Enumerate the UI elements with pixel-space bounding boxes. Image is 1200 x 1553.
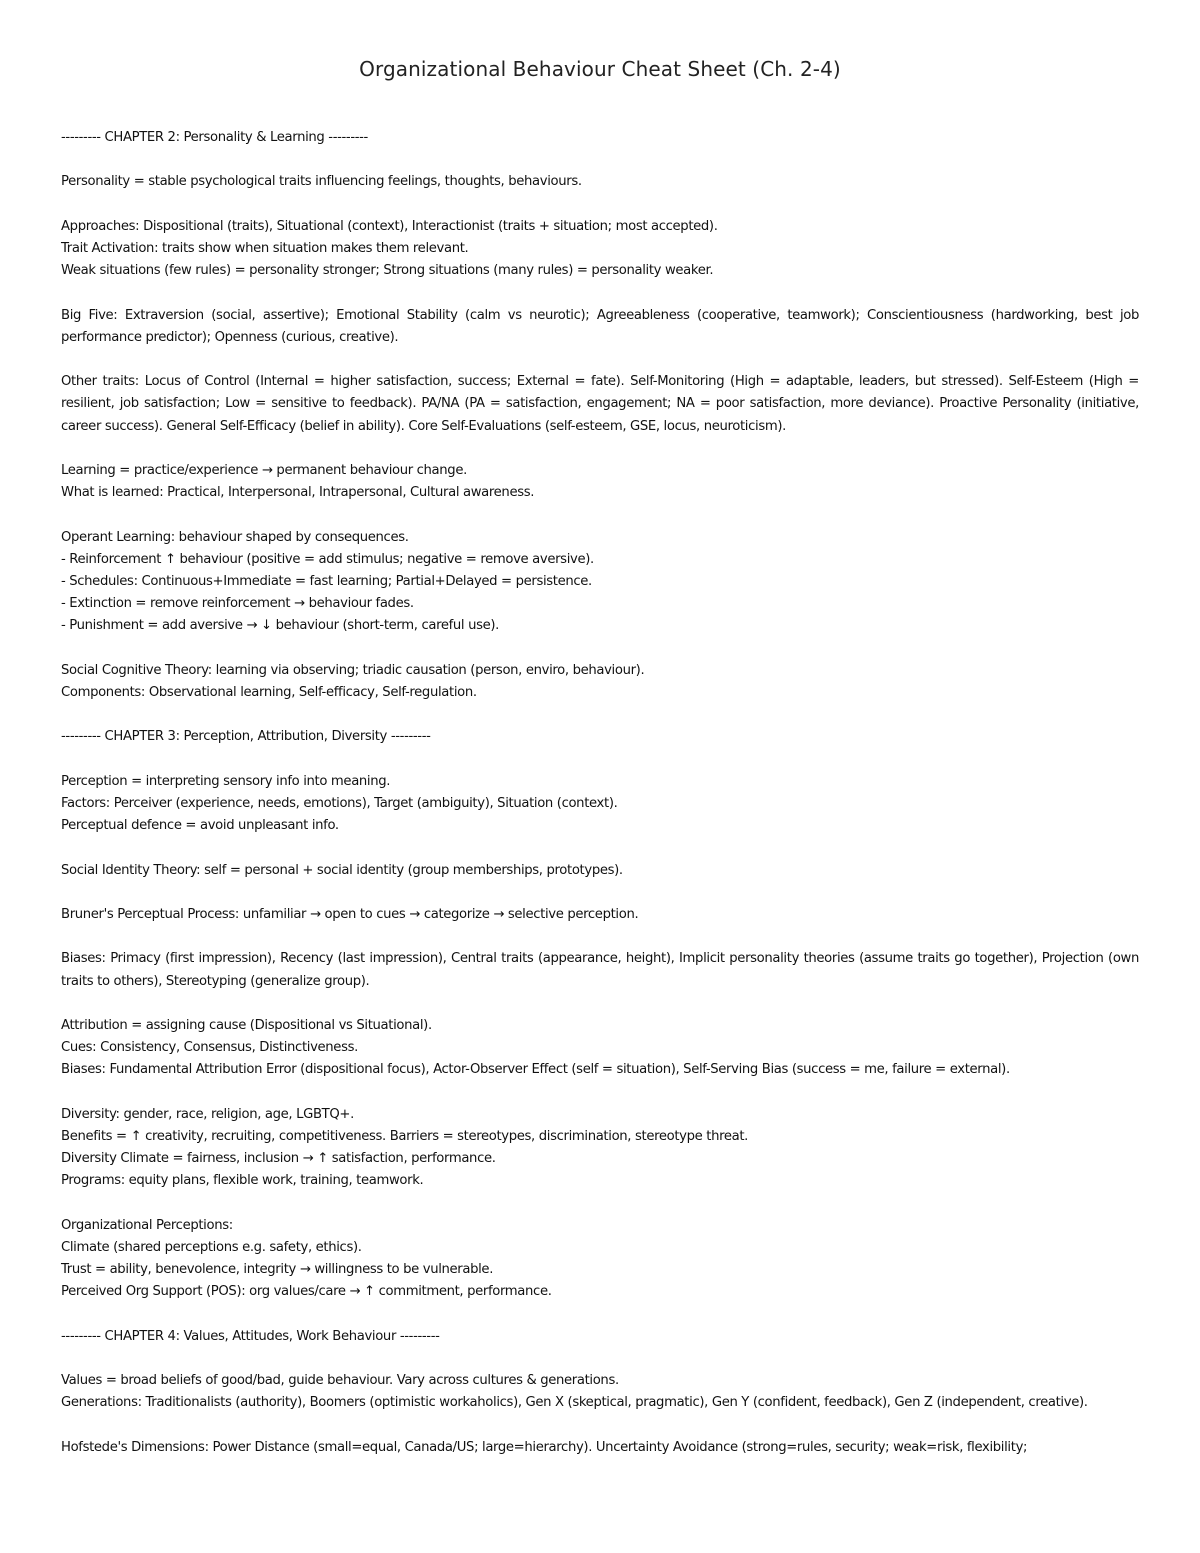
text-line: - Punishment = add aversive → ↓ behaviour (short-term, careful use). [61, 618, 500, 634]
generations-paragraph: Generations: Traditionalists (authority), Boomers (optimistic workaholics), Gen X (skeptical, pragmatic), Gen Y (confident, feedback), Gen Z (independent, creative). [61, 1395, 1088, 1411]
text-line: Factors: Perceiver (experience, needs, emotions), Target (ambiguity), Situation (context). [61, 795, 618, 811]
text-line: Diversity: gender, race, religion, age, LGBTQ+. [61, 1106, 354, 1122]
text-line: Social Cognitive Theory: learning via observing; triadic causation (person, enviro, behaviour). [61, 662, 645, 678]
hofstede-paragraph: Hofstede's Dimensions: Power Distance (small=equal, Canada/US; large=hierarchy). Uncertainty Avoidance (strong=rules, security; weak=risk, flexibility; [61, 1439, 1028, 1455]
learning-block [61, 460, 1139, 504]
text-line: Perceptual defence = avoid unpleasant info. [61, 818, 339, 834]
text-line: Weak situations (few rules) = personality stronger; Strong situations (many rules) = personality weaker. [61, 263, 714, 279]
text-line: Operant Learning: behaviour shaped by consequences. [61, 529, 409, 545]
org-perceptions-block [61, 1215, 1139, 1304]
text-line: - Extinction = remove reinforcement → behaviour fades. [61, 596, 414, 612]
text-line: Perception = interpreting sensory info into meaning. [61, 773, 391, 789]
page-title: Organizational Behaviour Cheat Sheet (Ch. 2-4) [359, 57, 841, 81]
text-line: Trust = ability, benevolence, integrity → willingness to be vulnerable. [61, 1262, 494, 1278]
bruner-paragraph: Bruner's Perceptual Process: unfamiliar → open to cues → categorize → selective perception. [61, 906, 639, 922]
text-line: Values = broad beliefs of good/bad, guide behaviour. Vary across cultures & generations. [61, 1373, 619, 1389]
biases-paragraph: Biases: Primacy (first impression), Recency (last impression), Central traits (appearance, height), Implicit personality theories (assume traits go together), Projection (own traits to others), Stereotyping (generalize group). [61, 951, 1139, 989]
document-page [61, 0, 1139, 1481]
text-line: What is learned: Practical, Interpersonal, Intrapersonal, Cultural awareness. [61, 485, 535, 501]
big-five-paragraph: Big Five: Extraversion (social, assertive); Emotional Stability (calm vs neurotic); Agreeableness (cooperative, teamwork); Conscientiousness (hardworking, best job performance predictor); Openness (curious, creative). [61, 307, 1139, 345]
document-body [61, 127, 1139, 1459]
text-line: Biases: Fundamental Attribution Error (dispositional focus), Actor-Observer Effect (self = situation), Self-Serving Bias (success = me, failure = external). [61, 1062, 1010, 1078]
perception-block [61, 771, 1139, 838]
social-cognitive-block [61, 660, 1139, 704]
text-line: Cues: Consistency, Consensus, Distinctiveness. [61, 1040, 358, 1056]
chapter-4-heading: --------- CHAPTER 4: Values, Attitudes, Work Behaviour --------- [61, 1328, 440, 1344]
operant-learning-block [61, 527, 1139, 638]
text-line: Perceived Org Support (POS): org values/care → ↑ commitment, performance. [61, 1284, 552, 1300]
text-line: Benefits = ↑ creativity, recruiting, competitiveness. Barriers = stereotypes, discrimination, stereotype threat. [61, 1128, 749, 1144]
personality-definition: Personality = stable psychological traits influencing feelings, thoughts, behaviours. [61, 174, 582, 190]
text-line: Attribution = assigning cause (Dispositional vs Situational). [61, 1017, 432, 1033]
text-line: Learning = practice/experience → permanent behaviour change. [61, 462, 467, 478]
text-line: Climate (shared perceptions e.g. safety, ethics). [61, 1239, 362, 1255]
text-line: - Schedules: Continuous+Immediate = fast learning; Partial+Delayed = persistence. [61, 573, 592, 589]
diversity-block [61, 1104, 1139, 1193]
attribution-block [61, 1015, 1139, 1082]
chapter-2-heading: --------- CHAPTER 2: Personality & Learning --------- [61, 130, 368, 145]
chapter-3-heading: --------- CHAPTER 3: Perception, Attribution, Diversity --------- [61, 729, 431, 745]
other-traits-paragraph: Other traits: Locus of Control (Internal = higher satisfaction, success; External = fate). Self-Monitoring (High = adaptable, leaders, but stressed). Self-Esteem (High = resilient, job satisfaction; Low = sensitive to feedback). PA/NA (PA = satisfaction, engagement; NA = poor satisfaction, more deviance). Proactive Personality (initiative, career success). General Self-Efficacy (belief in ability). Core Self-Evaluations (self-esteem, GSE, locus, neuroticism). [61, 374, 1139, 434]
approaches-block [61, 216, 1139, 283]
text-line: Organizational Perceptions: [61, 1217, 233, 1233]
text-line: - Reinforcement ↑ behaviour (positive = add stimulus; negative = remove aversive). [61, 551, 594, 567]
text-line: Diversity Climate = fairness, inclusion → ↑ satisfaction, performance. [61, 1151, 496, 1167]
text-line: Trait Activation: traits show when situation makes them relevant. [61, 240, 469, 256]
social-identity-paragraph: Social Identity Theory: self = personal + social identity (group memberships, prototypes). [61, 862, 623, 878]
text-line: Components: Observational learning, Self-efficacy, Self-regulation. [61, 684, 477, 700]
values-block [61, 1370, 1139, 1414]
text-line: Approaches: Dispositional (traits), Situational (context), Interactionist (traits + situation; most accepted). [61, 218, 718, 234]
text-line: Programs: equity plans, flexible work, training, teamwork. [61, 1173, 424, 1189]
